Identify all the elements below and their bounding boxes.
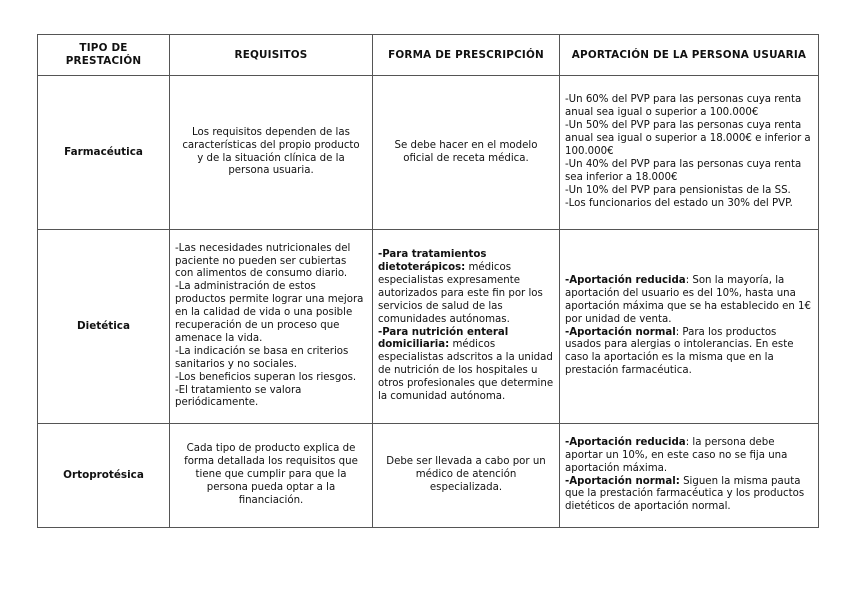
aportacion-line: -Un 40% del PVP para las personas cuya renta sea inferior a 18.000€ bbox=[565, 158, 802, 183]
table-header-row bbox=[38, 35, 819, 76]
table-row-ortoprotesica bbox=[38, 424, 819, 528]
aportacion-item-text: : Son la mayoría, la aportación del usuario es del 10%, hasta una aportación máxima que se ha establecido en 1€ por unidad de venta. bbox=[565, 274, 812, 325]
prescripcion-item-title: -Para tratamientos dietoterápicos: bbox=[378, 249, 487, 273]
row-requisitos: Los requisitos dependen de las características del propio producto y de la situación clínica de la persona usuaria. bbox=[170, 76, 373, 230]
row-prescripcion: Se debe hacer en el modelo oficial de receta médica. bbox=[373, 76, 560, 230]
aportacion-line: -Un 60% del PVP para las personas cuya renta anual sea igual o superior a 100.000€ bbox=[565, 94, 802, 119]
row-tipo: Dietética bbox=[38, 230, 170, 424]
prescripcion-item-title: -Para nutrición enteral domiciliaria: bbox=[378, 326, 509, 351]
aportacion-line: -Los funcionarios del estado un 30% del PVP. bbox=[565, 197, 793, 209]
header-aportacion: APORTACIÓN DE LA PERSONA USUARIA bbox=[560, 35, 819, 76]
row-aportacion bbox=[560, 424, 819, 528]
prestaciones-table bbox=[37, 34, 819, 528]
requisito-line: -El tratamiento se valora periódicamente. bbox=[175, 384, 302, 409]
row-tipo: Farmacéutica bbox=[38, 76, 170, 230]
aportacion-item-title: -Aportación reducida bbox=[565, 274, 686, 286]
row-tipo: Ortoprotésica bbox=[38, 424, 170, 528]
table-row-farmaceutica bbox=[38, 76, 819, 230]
aportacion-item bbox=[565, 437, 813, 476]
requisito-line: -La indicación se basa en criterios sanitarios y no sociales. bbox=[175, 345, 349, 370]
aportacion-item-text: Siguen la misma pauta que la prestación farmacéutica y los productos dietéticos de aportación normal. bbox=[565, 475, 805, 513]
row-requisitos: Cada tipo de producto explica de forma detallada los requisitos que tiene que cumplir para que la persona pueda optar a la financiación. bbox=[170, 424, 373, 528]
requisito-line: -Las necesidades nutricionales del paciente no pueden ser cubiertas con alimentos de consumo diario. bbox=[175, 242, 351, 280]
aportacion-line: -Un 10% del PVP para pensionistas de la SS. bbox=[565, 184, 791, 196]
header-requisitos: REQUISITOS bbox=[170, 35, 373, 76]
aportacion-item-title: -Aportación normal bbox=[565, 326, 676, 338]
header-forma-prescripcion: FORMA DE PRESCRIPCIÓN bbox=[373, 35, 560, 76]
aportacion-line: -Un 50% del PVP para las personas cuya renta anual sea igual o superior a 18.000€ e inferior a 100.000€ bbox=[565, 120, 811, 158]
prescripcion-item bbox=[378, 249, 554, 326]
aportacion-item-title: -Aportación normal: bbox=[565, 475, 680, 487]
aportacion-item bbox=[565, 476, 813, 515]
requisito-line: -La administración de estos productos permite lograr una mejora en la calidad de vida o una posible recuperación de un proceso que amenace la vida. bbox=[175, 281, 364, 344]
aportacion-item-text: : Para los productos usados para alergias o intolerancias. En este caso la aportación es la misma que en la prestación farmacéutica. bbox=[565, 326, 794, 377]
table-row-dietetica bbox=[38, 230, 819, 424]
prescripcion-item bbox=[378, 327, 554, 404]
requisito-line: -Los beneficios superan los riesgos. bbox=[175, 371, 357, 383]
row-prescripcion: Debe ser llevada a cabo por un médico de atención especializada. bbox=[373, 424, 560, 528]
row-aportacion bbox=[560, 230, 819, 424]
header-tipo: TIPO DE PRESTACIÓN bbox=[38, 35, 170, 76]
aportacion-item-title: -Aportación reducida bbox=[565, 436, 686, 448]
aportacion-item-text: : la persona debe aportar un 10%, en este caso no se fija una aportación máxima. bbox=[565, 436, 788, 474]
prescripcion-item-text: médicos especialistas expresamente autorizados para este fin por los servicios de salud de las comunidades autónomas. bbox=[378, 261, 543, 325]
row-requisitos bbox=[170, 230, 373, 424]
aportacion-item bbox=[565, 327, 813, 379]
row-prescripcion bbox=[373, 230, 560, 424]
prescripcion-item-text: médicos especialistas adscritos a la unidad de nutrición de los hospitales u otros profesionales que determine la comunidad autónoma. bbox=[378, 339, 554, 403]
row-aportacion bbox=[560, 76, 819, 230]
aportacion-item bbox=[565, 275, 813, 327]
